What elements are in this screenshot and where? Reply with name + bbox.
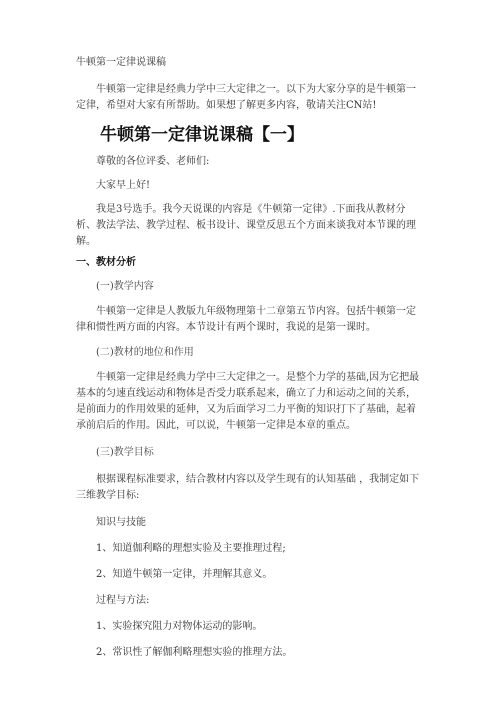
- main-heading: 牛顿第一定律说课稿【一】: [100, 125, 304, 145]
- hello-line: 大家早上好!: [96, 180, 151, 191]
- teaching-content-paragraph: 牛顿第一定律是人教版九年级物理第十二章第五节内容。包括牛顿第一定律和惯性两方面的内容。本节设计有两个课时，我说的是第一课时。: [76, 306, 416, 333]
- process-methods-label: 过程与方法:: [96, 595, 150, 606]
- opening-paragraph: 我是3号选手。我今天说课的内容是《牛顿第一定律》.下面我从教材分析、教法学法、教学过程、板书设计、课堂反思五个方面来谈我对本节课的理解。: [76, 204, 416, 247]
- knowledge-item-1: 1、知道伽利略的理想实验及主要推理过程;: [96, 543, 286, 554]
- subheading-teaching-goals: (三)教学目标: [96, 447, 154, 458]
- greeting-line: 尊敬的各位评委、老师们:: [96, 156, 210, 167]
- intro-paragraph: 牛顿第一定律是经典力学中三大定律之一。以下为大家分享的是牛顿第一定律，希望对大家有所帮助。如果想了解更多内容，敬请关注CN站!: [76, 84, 416, 111]
- teaching-goals-paragraph: 根据课程标准要求，结合教材内容以及学生现有的认知基础 ，我制定如下三维教学目标:: [76, 474, 420, 501]
- subheading-teaching-content: (一)教学内容: [96, 281, 154, 292]
- process-item-1: 1、实验探究阻力对物体运动的影响。: [96, 621, 263, 632]
- knowledge-skills-label: 知识与技能: [96, 517, 146, 528]
- status-role-paragraph: 牛顿第一定律是经典力学中三大定律之一。是整个力学的基础,因为它把最基本的匀速直线运动和物体是否受力联系起来，确立了力和运动之间的关系，是前面力的作用效果的延伸，又为后面学习二力平衡的知识打下了基础，起着承前启后的作用。因此，可以说，牛顿第一定律是本章的重点。: [76, 372, 420, 431]
- process-item-2: 2、常识性了解伽利略理想实验的推理方法。: [96, 647, 293, 658]
- knowledge-item-2: 2、知道牛顿第一定律，并理解其意义。: [96, 569, 273, 580]
- section-heading-textbook-analysis: 一、教材分析: [76, 257, 136, 268]
- document-title: 牛顿第一定律说课稿: [76, 57, 166, 68]
- subheading-status-and-role: (二)教材的地位和作用: [96, 347, 194, 358]
